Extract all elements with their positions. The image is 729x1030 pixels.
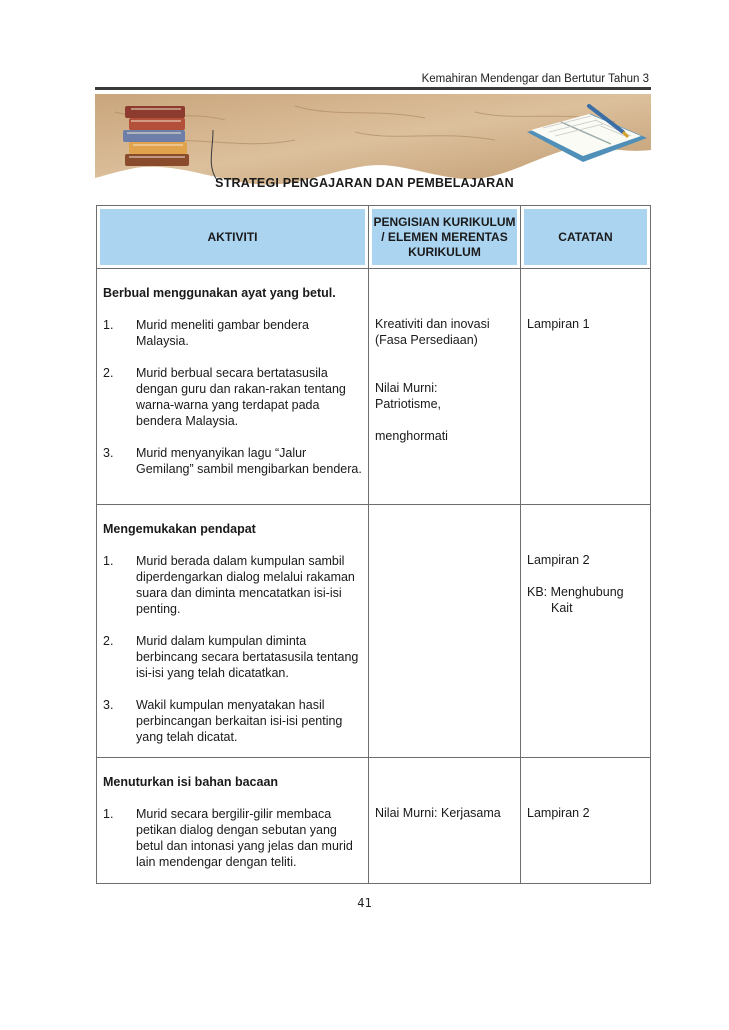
- catatan-cell: [521, 758, 651, 884]
- books-icon: [123, 106, 189, 166]
- item-text: Murid secara bergilir-gilir membaca petikan dialog dengan sebutan yang betul dan intonasi yang jelas dan murid lain mendengar dengan teliti.: [136, 807, 353, 869]
- item-number: 1.: [103, 554, 114, 568]
- item-number: 3.: [103, 446, 114, 460]
- strategy-table: [96, 205, 651, 884]
- activity-cell: [97, 269, 369, 505]
- table-header-row: [97, 206, 651, 269]
- list-item: [103, 806, 362, 870]
- activity-title: Mengemukakan pendapat: [103, 522, 256, 536]
- header-pengisian: PENGISIAN KURIKULUM / ELEMEN MERENTAS KURIKULUM: [369, 206, 521, 269]
- item-number: 2.: [103, 366, 114, 380]
- activity-title: Berbual menggunakan ayat yang betul.: [103, 286, 336, 300]
- activity-title: Menuturkan isi bahan bacaan: [103, 775, 279, 789]
- item-number: 1.: [103, 318, 114, 332]
- list-item: [103, 365, 362, 429]
- pengisian-line: menghormati: [375, 429, 448, 443]
- item-number: 3.: [103, 698, 114, 712]
- header-catatan: CATATAN: [521, 206, 651, 269]
- item-text: Murid menyanyikan lagu “Jalur Gemilang” sambil mengibarkan bendera.: [136, 446, 362, 476]
- item-number: 1.: [103, 807, 114, 821]
- catatan-line: KB: Menghubung: [527, 585, 624, 599]
- item-text: Murid meneliti gambar bendera Malaysia.: [136, 318, 310, 348]
- list-item: [103, 633, 362, 681]
- pengisian-cell: [369, 269, 521, 505]
- pengisian-line: Nilai Murni: Kerjasama: [375, 806, 501, 820]
- catatan-line: Lampiran 2: [527, 553, 590, 567]
- table-row: [97, 758, 651, 884]
- activity-cell: [97, 505, 369, 758]
- list-item: [103, 445, 362, 477]
- pengisian-cell: [369, 505, 521, 758]
- catatan-line: Lampiran 2: [527, 806, 590, 820]
- catatan-line: Lampiran 1: [527, 317, 590, 331]
- pengisian-line: (Fasa Persediaan): [375, 333, 478, 347]
- item-text: Murid berada dalam kumpulan sambil diperdengarkan dialog melalui rakaman suara dan diminta mencatatkan isi-isi penting.: [136, 554, 355, 616]
- item-text: Murid dalam kumpulan diminta berbincang secara bertatasusila tentang isi-isi yang telah dicatatkan.: [136, 634, 359, 680]
- header-rule: [95, 87, 651, 90]
- catatan-cell: [521, 505, 651, 758]
- list-item: [103, 697, 362, 745]
- catatan-cell: [521, 269, 651, 505]
- header-aktiviti: AKTIVITI: [97, 206, 369, 269]
- running-header: Kemahiran Mendengar dan Bertutur Tahun 3: [421, 73, 649, 85]
- list-item: [103, 317, 362, 349]
- item-text: Wakil kumpulan menyatakan hasil perbincangan berkaitan isi-isi penting yang telah dicatat.: [136, 698, 343, 744]
- pengisian-line: Kreativiti dan inovasi: [375, 317, 490, 331]
- table-row: [97, 269, 651, 505]
- item-text: Murid berbual secara bertatasusila dengan guru dan rakan-rakan tentang warna-warna yang terdapat pada bendera Malaysia.: [136, 366, 346, 428]
- table-row: [97, 505, 651, 758]
- section-title: STRATEGI PENGAJARAN DAN PEMBELAJARAN: [215, 176, 514, 190]
- pengisian-line: Nilai Murni:: [375, 381, 438, 395]
- activity-cell: [97, 758, 369, 884]
- item-number: 2.: [103, 634, 114, 648]
- pengisian-line: Patriotisme,: [375, 397, 441, 411]
- list-item: [103, 553, 362, 617]
- page-number: 41: [357, 896, 372, 910]
- pengisian-cell: [369, 758, 521, 884]
- catatan-line: Kait: [551, 601, 573, 615]
